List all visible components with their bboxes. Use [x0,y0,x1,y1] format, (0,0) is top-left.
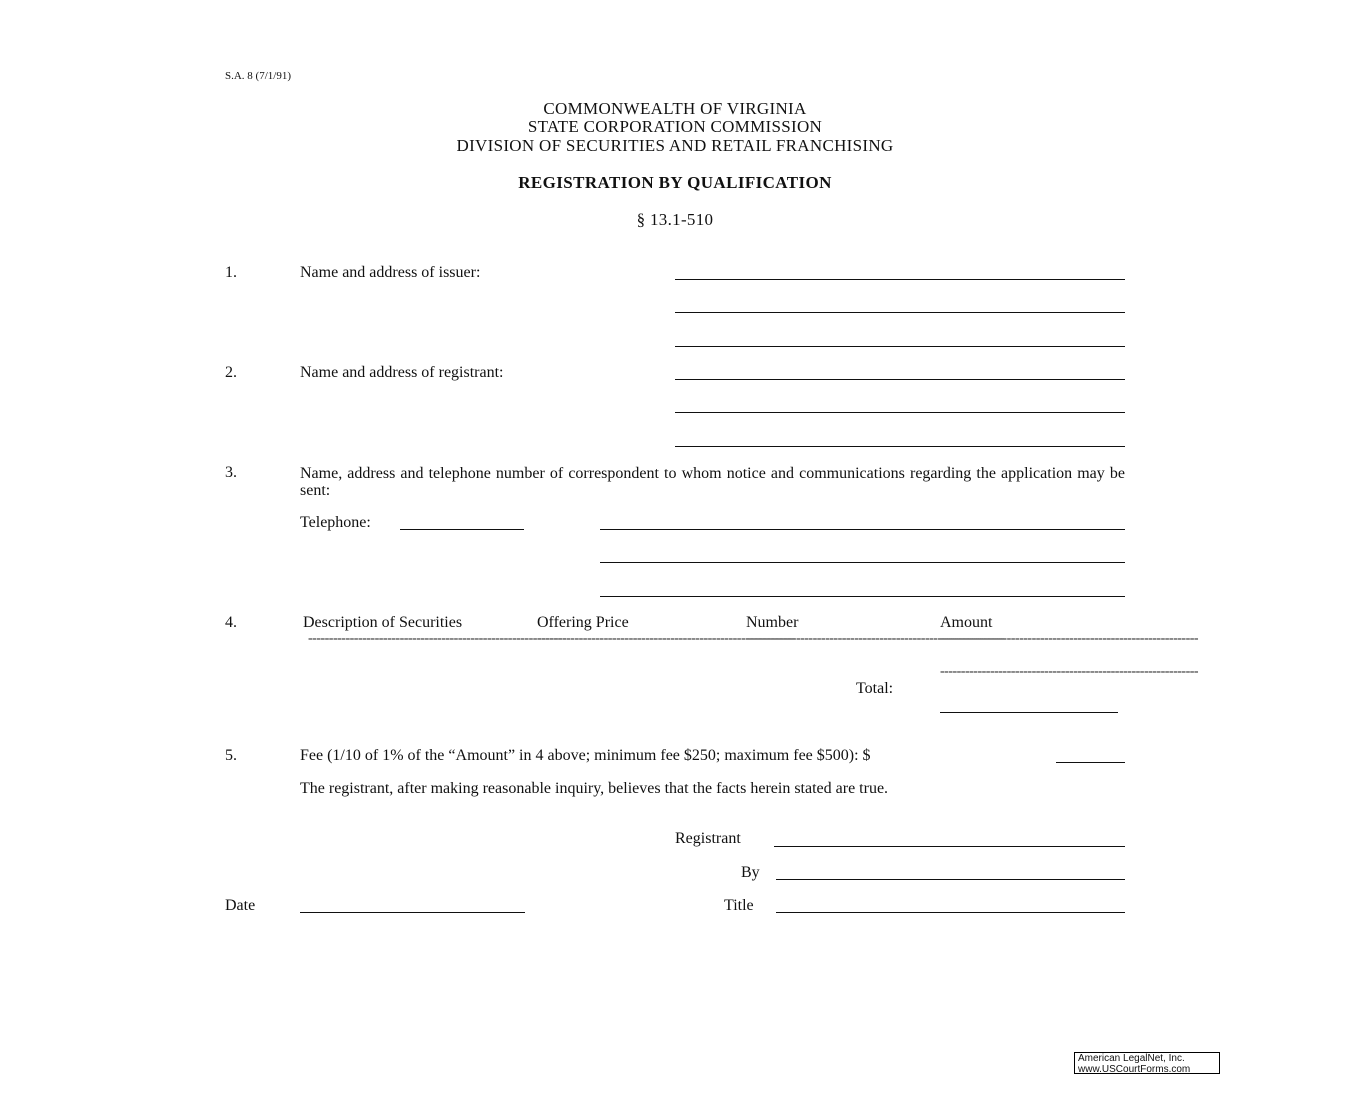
total-line[interactable] [940,712,1118,713]
item-5-number: 5. [225,747,237,764]
telephone-label: Telephone: [300,514,371,531]
statute-section: § 13.1-510 [636,210,714,229]
item-4-number: 4. [225,614,237,631]
item-1-number: 1. [225,264,237,281]
amount-dashed-line-2[interactable]: -------------------------------------------------------------- [940,664,1199,679]
correspondent-label: Name, address and telephone number of correspondent to whom notice and communications regarding the application may be sent: [300,465,1125,499]
header-division: DIVISION OF SECURITIES AND RETAIL FRANCHISING [456,136,894,155]
col-description-header: Description of Securities [303,614,463,631]
correspondent-line-2[interactable] [600,562,1125,563]
col-amount-header: Amount [940,614,993,631]
registrant-line-3[interactable] [675,446,1125,447]
fee-amount-line[interactable] [1056,762,1125,763]
total-label: Total: [856,680,894,697]
number-dashed-line[interactable]: -------------------------------------------------------------- [746,631,1005,646]
registrant-line-2[interactable] [675,412,1125,413]
fee-label: Fee (1/10 of 1% of the “Amount” in 4 above; minimum fee $250; maximum fee $500): $ [300,747,871,764]
title-label: Title [724,897,754,914]
offering-price-dashed-line[interactable]: -------------------------------------------------------------- [537,631,796,646]
issuer-line-3[interactable] [675,346,1125,347]
header-commission: STATE CORPORATION COMMISSION [527,117,823,136]
telephone-line[interactable] [400,529,524,530]
issuer-line-2[interactable] [675,312,1125,313]
registrant-line-1[interactable] [675,379,1125,380]
issuer-line-1[interactable] [675,279,1125,280]
date-label: Date [225,897,256,914]
date-line[interactable] [300,912,525,913]
form-title: REGISTRATION BY QUALIFICATION [518,173,832,192]
legalnet-badge[interactable] [1074,1052,1220,1074]
title-sign-line[interactable] [776,912,1125,913]
registrant-sign-label: Registrant [675,830,741,847]
issuer-label: Name and address of issuer: [300,264,481,281]
registrant-address-label: Name and address of registrant: [300,364,504,381]
by-label: By [741,864,760,881]
form-code: S.A. 8 (7/1/91) [225,70,291,82]
badge-url: www.USCourtForms.com [1078,1064,1191,1075]
item-2-number: 2. [225,364,237,381]
badge-company: American LegalNet, Inc. [1078,1053,1185,1064]
item-3-number: 3. [225,464,237,481]
col-offering-price-header: Offering Price [537,614,629,631]
col-number-header: Number [746,614,799,631]
correspondent-line-3[interactable] [600,596,1125,597]
registrant-statement: The registrant, after making reasonable inquiry, believes that the facts herein stated are true. [300,780,889,797]
description-dashed-line[interactable]: -------------------------------------------------------------- [308,631,567,646]
by-sign-line[interactable] [776,879,1125,880]
amount-dashed-line-1[interactable]: -------------------------------------------------------------- [940,631,1199,646]
registrant-sign-line[interactable] [774,846,1125,847]
header-commonwealth: COMMONWEALTH OF VIRGINIA [543,99,807,118]
correspondent-line-1[interactable] [600,529,1125,530]
